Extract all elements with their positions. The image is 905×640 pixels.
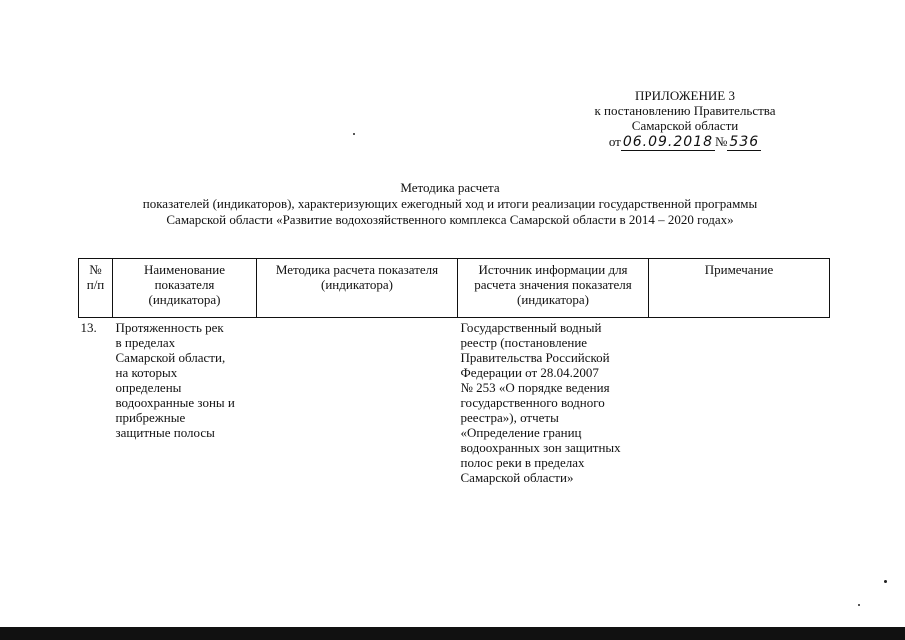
appendix-date-line — [540, 134, 830, 150]
document-title — [40, 180, 860, 228]
indicators-table — [78, 258, 830, 487]
header-method: Методика расчета показателя (индикатора) — [257, 259, 458, 318]
scan-speck — [884, 580, 887, 583]
title-line-2: показателей (индикаторов), характеризующих ежегодный ход и итоги реализации государственной программы — [142, 196, 758, 211]
appendix-region: Самарской области — [631, 118, 739, 133]
row-method — [257, 318, 458, 488]
scan-speck — [858, 604, 860, 606]
table-row — [79, 318, 830, 488]
scan-speck — [353, 133, 355, 135]
row-indicator-name: Протяженность рек в пределах Самарской области, на которых определены водоохранные зоны и прибрежные защитные полосы — [115, 320, 235, 440]
row-source: Государственный водный реестр (постановление Правительства Российской Федерации от 28.04.2007 № 253 «О порядке ведения государственного водного реестра»), отчеты «Определение границ водоохранных зон защитных полос реки в пределах Самарской области» — [460, 320, 621, 485]
header-note: Примечание — [649, 259, 830, 318]
header-number: № п/п — [79, 259, 113, 318]
appendix-subtitle: к постановлению Правительства — [594, 103, 776, 118]
title-line-1: Методика расчета — [400, 180, 500, 195]
date-prefix: от — [608, 134, 621, 149]
number-prefix: № — [715, 134, 728, 149]
scan-edge-bar — [0, 627, 905, 640]
table-header-row — [79, 259, 830, 318]
header-source: Источник информации для расчета значения показателя (индикатора) — [458, 259, 649, 318]
handwritten-date: 06.09.2018 — [622, 134, 714, 150]
appendix-title: ПРИЛОЖЕНИЕ 3 — [635, 88, 735, 103]
handwritten-number: 536 — [729, 134, 760, 150]
row-note — [649, 318, 830, 488]
row-number: 13. — [80, 320, 97, 335]
header-indicator-name: Наименование показателя (индикатора) — [113, 259, 257, 318]
appendix-header — [540, 88, 830, 150]
title-line-3: Самарской области «Развитие водохозяйственного комплекса Самарской области в 2014 – 2020 годах» — [166, 212, 734, 227]
